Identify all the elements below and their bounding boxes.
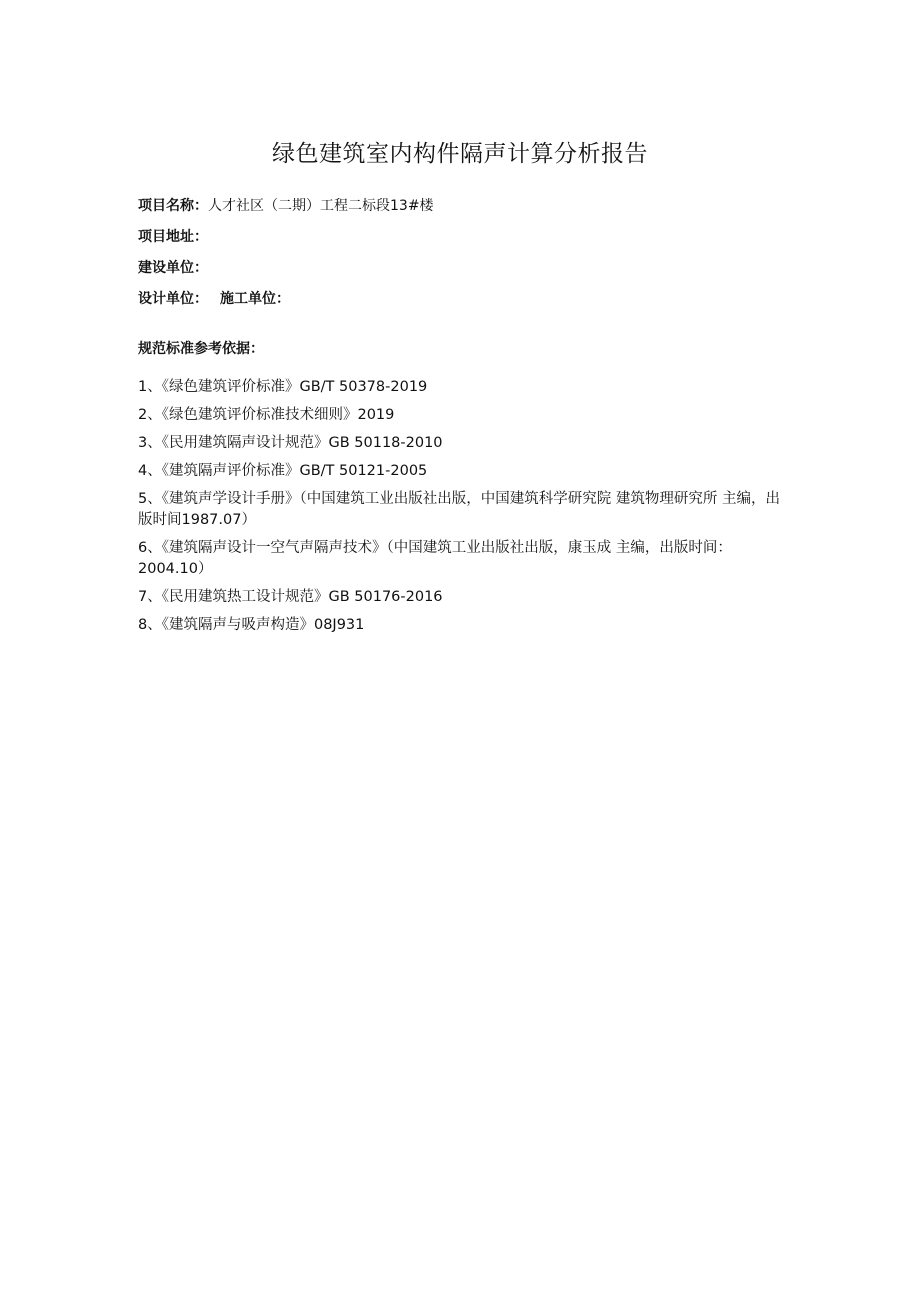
reference-item-3: 3、《民用建筑隔声设计规范》GB 50118-2010	[138, 435, 443, 451]
reference-item-8: 8、《建筑隔声与吸声构造》08J931	[138, 617, 365, 633]
constructor-label: 施工单位：	[220, 291, 290, 307]
reference-item-7: 7、《民用建筑热工设计规范》GB 50176-2016	[138, 589, 443, 605]
project-address-label: 项目地址：	[138, 229, 208, 245]
references-list	[138, 377, 783, 643]
reference-item-6: 6、《建筑隔声设计一空气声隔声技术》（中国建筑工业出版社出版，康玉成 主编，出版时间：2004.10）	[138, 540, 732, 577]
reference-item-1: 1、《绿色建筑评价标准》GB/T 50378-2019	[138, 379, 428, 395]
reference-item-4: 4、《建筑隔声评价标准》GB/T 50121-2005	[138, 463, 428, 479]
project-name-row	[138, 195, 778, 226]
developer-label: 建设单位：	[138, 260, 208, 276]
designer-label: 设计单位：	[138, 291, 208, 307]
designer-constructor-row	[138, 288, 778, 319]
project-name-label: 项目名称：	[138, 198, 208, 214]
project-name-value: 人才社区（二期）工程二标段13#楼	[208, 198, 434, 214]
report-title: 绿色建筑室内构件隔声计算分析报告	[272, 141, 648, 167]
reference-item-5: 5、《建筑声学设计手册》（中国建筑工业出版社出版，中国建筑科学研究院 建筑物理研究所 主编，出版时间1987.07）	[138, 491, 780, 528]
project-address-row	[138, 226, 778, 257]
project-info	[138, 195, 778, 319]
developer-row	[138, 257, 778, 288]
references-heading: 规范标准参考依据：	[138, 341, 264, 357]
reference-item-2: 2、《绿色建筑评价标准技术细则》2019	[138, 407, 395, 423]
